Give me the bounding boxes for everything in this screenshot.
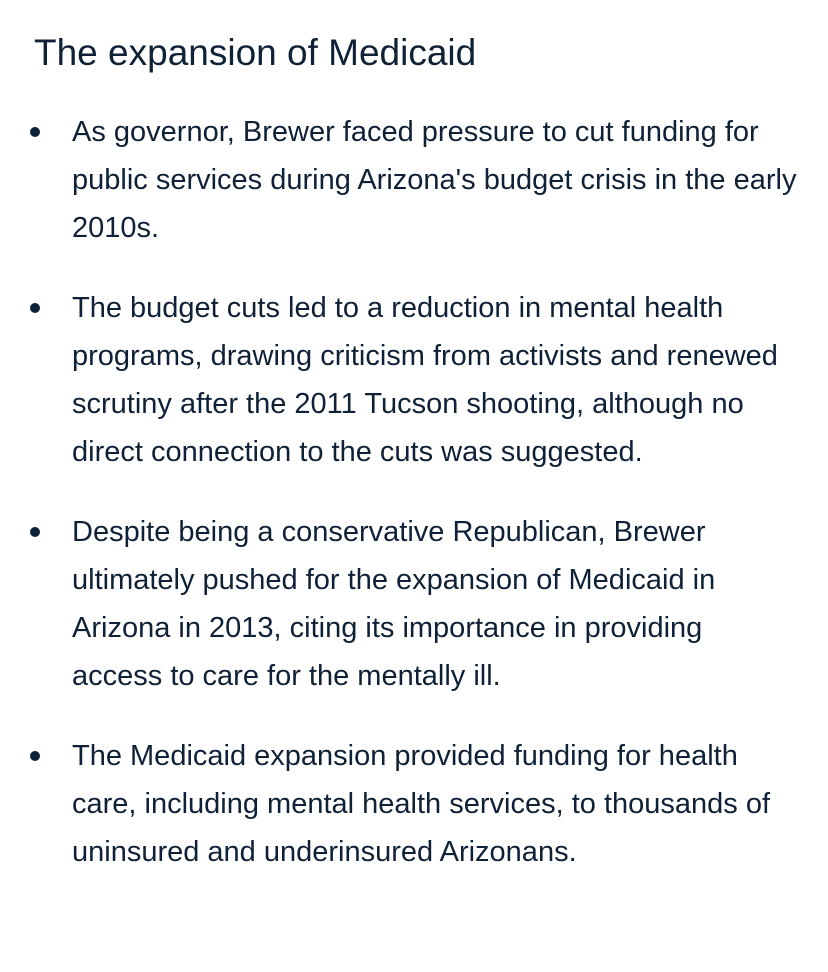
bullet-icon <box>30 527 40 537</box>
bullet-icon <box>30 751 40 761</box>
bullet-item-medicaid-push <box>0 508 828 700</box>
bullet-text: As governor, Brewer faced pressure to cut funding for public services during Arizona's budget crisis in the early 2010s. <box>72 116 797 244</box>
bullet-text: The budget cuts led to a reduction in mental health programs, drawing criticism from activists and renewed scrutiny after the 2011 Tucson shooting, although no direct connection to the cuts was suggested. <box>72 292 778 468</box>
bullet-icon <box>30 127 40 137</box>
bullet-icon <box>30 303 40 313</box>
bullet-list <box>0 108 828 876</box>
bullet-item-expansion-funding <box>0 732 828 876</box>
section-title: The expansion of Medicaid <box>34 32 477 73</box>
bullet-text: The Medicaid expansion provided funding for health care, including mental health services, to thousands of uninsured and underinsured Arizonans. <box>72 740 771 868</box>
bullet-item-budget-pressure <box>0 108 828 252</box>
bullet-item-mental-health-cuts <box>0 284 828 476</box>
bullet-text: Despite being a conservative Republican, Brewer ultimately pushed for the expansion of Medicaid in Arizona in 2013, citing its importance in providing access to care for the mentally ill. <box>72 516 716 692</box>
